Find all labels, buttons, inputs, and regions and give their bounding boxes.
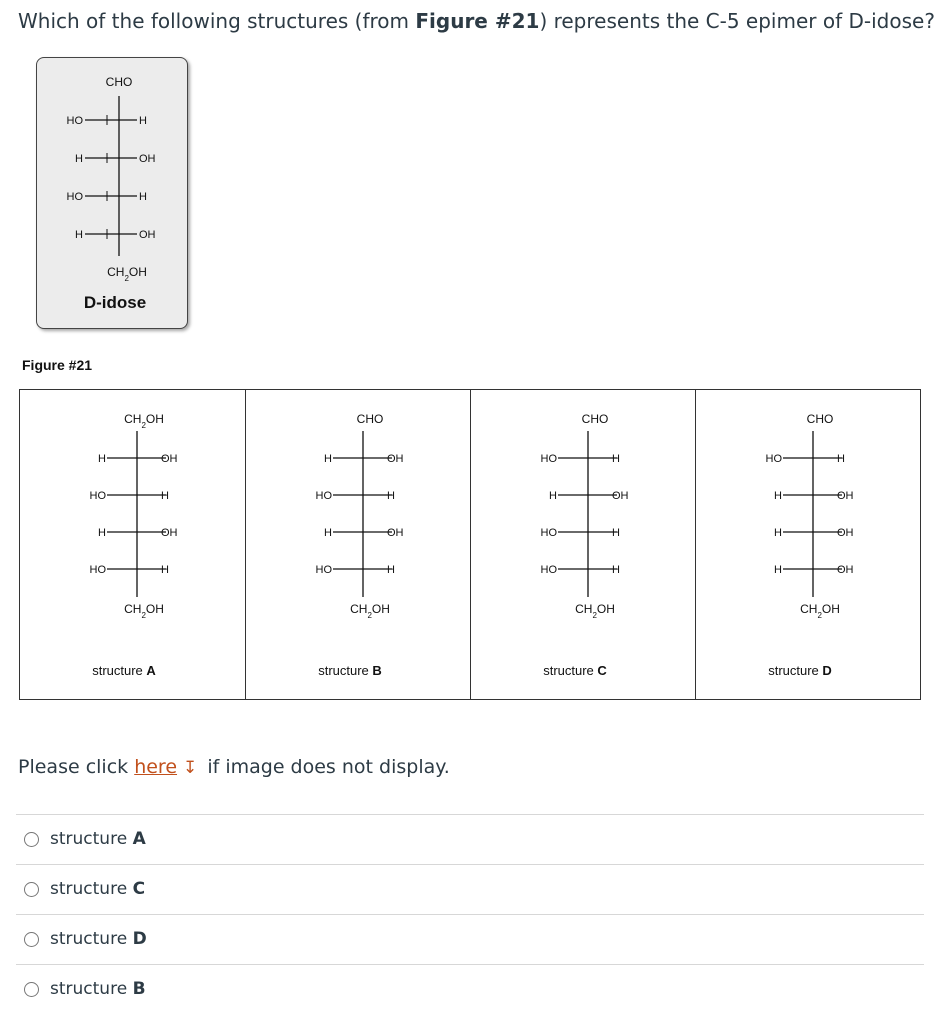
question-figure-ref: Figure #21 xyxy=(415,9,540,33)
fischer-right-group: OH xyxy=(837,527,854,539)
answer-options xyxy=(16,814,924,1014)
fischer-right-group: H xyxy=(139,191,147,203)
structure-b-fischer xyxy=(246,390,471,698)
structure-c-fischer xyxy=(471,390,696,698)
fischer-left-group: H xyxy=(774,527,782,539)
fischer-right-group: H xyxy=(139,115,147,127)
fischer-left-group: H xyxy=(75,229,83,241)
fischer-right-group: OH xyxy=(139,229,156,241)
fischer-left-group: HO xyxy=(89,490,106,502)
structure-cell-a xyxy=(20,390,246,699)
fischer-left-group: H xyxy=(98,527,106,539)
question-text xyxy=(18,9,935,33)
fischer-left-group: H xyxy=(549,490,557,502)
fischer-right-group: OH xyxy=(139,153,156,165)
fischer-right-group: H xyxy=(612,453,620,465)
fischer-left-group: H xyxy=(98,453,106,465)
option-label[interactable] xyxy=(50,829,146,849)
fischer-right-group: OH xyxy=(161,453,178,465)
here-link[interactable]: here xyxy=(134,756,178,778)
option-prefix: structure xyxy=(50,979,133,999)
fischer-top-group: $CH_2OH$ xyxy=(124,412,164,430)
fischer-left-group: HO xyxy=(66,115,83,127)
fischer-right-group: OH xyxy=(837,564,854,576)
idose-name: D-idose xyxy=(83,293,147,312)
structure-cell-c xyxy=(471,390,696,699)
fischer-left-group: HO xyxy=(540,527,557,539)
idose-rows xyxy=(67,115,156,241)
option-label[interactable] xyxy=(50,979,146,999)
idose-bottom-group: $CH_2OH$ xyxy=(107,265,147,283)
radio-button[interactable] xyxy=(24,832,39,847)
fischer-left-group: HO xyxy=(315,564,332,576)
fischer-right-group: H xyxy=(612,564,620,576)
structure-caption: structure B xyxy=(318,663,382,678)
fischer-top-group: CHO xyxy=(806,412,834,426)
fischer-left-group: H xyxy=(324,453,332,465)
option-structure-a[interactable] xyxy=(16,814,924,864)
structure-caption: structure C xyxy=(543,663,607,678)
fischer-left-group: HO xyxy=(540,564,557,576)
radio-button[interactable] xyxy=(24,982,39,997)
option-label[interactable] xyxy=(50,929,147,949)
fischer-bottom-group: $CH_2OH$ xyxy=(575,602,615,620)
structure-d-fischer xyxy=(696,390,920,698)
fischer-right-group: H xyxy=(161,564,169,576)
fischer-right-group: OH xyxy=(387,453,404,465)
fischer-top-group: CHO xyxy=(356,412,384,426)
fischer-left-group: H xyxy=(75,153,83,165)
option-letter: C xyxy=(132,879,146,899)
radio-button[interactable] xyxy=(24,932,39,947)
figure-label: Figure #21 xyxy=(22,357,93,373)
fischer-left-group: HO xyxy=(66,191,83,203)
fischer-bottom-group: $CH_2OH$ xyxy=(350,602,390,620)
fischer-right-group: OH xyxy=(837,490,854,502)
click-here-before: Please click xyxy=(18,756,135,778)
fischer-left-group: H xyxy=(774,564,782,576)
fischer-left-group: HO xyxy=(540,453,557,465)
fischer-right-group: H xyxy=(837,453,845,465)
fischer-right-group: H xyxy=(161,490,169,502)
structures-table xyxy=(19,389,921,700)
fischer-right-group: H xyxy=(387,564,395,576)
fischer-left-group: H xyxy=(774,490,782,502)
option-structure-d[interactable] xyxy=(16,914,924,964)
option-structure-b[interactable] xyxy=(16,964,924,1014)
click-here-line xyxy=(18,756,450,778)
option-prefix: structure xyxy=(50,829,133,849)
fischer-right-group: H xyxy=(387,490,395,502)
fischer-bottom-group: $CH_2OH$ xyxy=(800,602,840,620)
fischer-left-group: HO xyxy=(765,453,782,465)
fischer-left-group: HO xyxy=(315,490,332,502)
fischer-left-group: HO xyxy=(89,564,106,576)
idose-top-group: CHO xyxy=(105,75,133,89)
option-letter: B xyxy=(132,979,146,999)
structure-cell-b xyxy=(246,390,471,699)
option-letter: A xyxy=(132,829,146,849)
fischer-left-group: H xyxy=(324,527,332,539)
option-structure-c[interactable] xyxy=(16,864,924,914)
option-prefix: structure xyxy=(50,879,133,899)
question-prefix: Which of the following structures (from xyxy=(18,9,416,33)
structure-caption: structure D xyxy=(768,663,832,678)
question-suffix: ) represents the C-5 epimer of D-idose? xyxy=(539,9,935,33)
option-prefix: structure xyxy=(50,929,133,949)
fischer-right-group: OH xyxy=(387,527,404,539)
fischer-right-group: OH xyxy=(612,490,629,502)
structure-caption: structure A xyxy=(92,663,156,678)
d-idose-fischer-projection xyxy=(37,58,187,328)
option-label[interactable] xyxy=(50,879,145,899)
structure-a-fischer xyxy=(20,390,246,698)
fischer-right-group: H xyxy=(612,527,620,539)
fischer-right-group: OH xyxy=(161,527,178,539)
d-idose-reference-box xyxy=(36,57,188,329)
click-here-after: if image does not display. xyxy=(201,756,450,778)
structure-cell-d xyxy=(696,390,920,699)
fischer-bottom-group: $CH_2OH$ xyxy=(124,602,164,620)
radio-button[interactable] xyxy=(24,882,39,897)
option-letter: D xyxy=(132,929,147,949)
download-arrow-icon[interactable]: ↧ xyxy=(183,758,198,778)
fischer-top-group: CHO xyxy=(581,412,609,426)
